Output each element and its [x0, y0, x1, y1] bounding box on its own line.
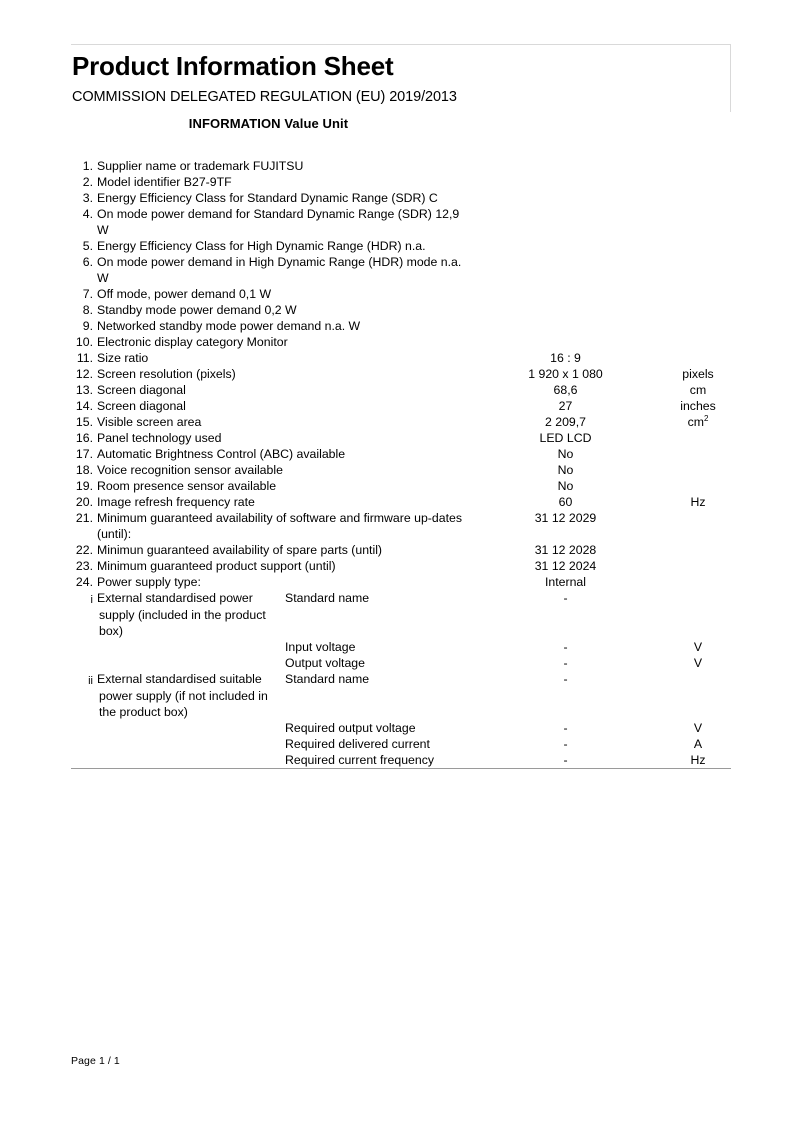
group-ii-sublabel: Standard name [285, 672, 370, 686]
row-unit [665, 254, 731, 286]
table-row [71, 206, 731, 238]
row-unit: cm [689, 383, 707, 397]
group-ii-empty-label-cell [71, 720, 285, 736]
power-supply-group-i-row [71, 655, 731, 671]
table-row [71, 286, 731, 302]
row-number: 12. [75, 367, 93, 381]
row-label: On mode power demand in High Dynamic Range (HDR) mode n.a. W [97, 255, 462, 285]
row-unit [665, 574, 731, 590]
row-label-cell [71, 542, 466, 558]
group-i-marker: i [90, 594, 93, 606]
group-ii-unit: A [693, 737, 703, 751]
row-value [466, 334, 665, 350]
table-row [71, 494, 731, 510]
group-i-unit: V [693, 640, 703, 654]
row-label: Minimum guaranteed product support (until) [97, 559, 336, 573]
row-label: Image refresh frequency rate [97, 495, 255, 509]
row-value: No [557, 463, 574, 477]
table-row [71, 478, 731, 494]
group-ii-value: - [563, 672, 568, 686]
row-label: Minimun guaranteed availability of spare parts (until) [97, 543, 383, 557]
table-row [71, 158, 731, 174]
row-label-cell [71, 510, 466, 542]
row-label-cell [71, 478, 466, 494]
group-i-value: - [563, 640, 568, 654]
row-unit [665, 190, 731, 206]
row-label: Automatic Brightness Control (ABC) available [97, 447, 346, 461]
row-label: Energy Efficiency Class for High Dynamic Range (HDR) n.a. [97, 239, 426, 253]
row-number: 4. [82, 207, 93, 221]
row-unit [665, 174, 731, 190]
row-number: 2. [82, 175, 93, 189]
row-value [466, 318, 665, 334]
group-ii-sublabel: Required current frequency [285, 752, 466, 769]
superscript-two: 2 [703, 413, 709, 423]
row-number: 22. [75, 543, 93, 557]
row-value [466, 174, 665, 190]
row-unit [665, 350, 731, 366]
table-row [71, 446, 731, 462]
row-label-cell [71, 350, 466, 366]
row-number: 6. [82, 255, 93, 269]
row-value: 68,6 [553, 383, 578, 397]
table-row [71, 174, 731, 190]
group-i-sublabel: Output voltage [285, 656, 365, 670]
row-label: Electronic display category Monitor [97, 335, 288, 349]
row-label: Screen diagonal [97, 383, 186, 397]
row-value: 1 920 x 1 080 [528, 367, 603, 381]
row-number: 16. [75, 431, 93, 445]
row-value [466, 254, 665, 286]
table-row [71, 462, 731, 478]
row-label: Off mode, power demand 0,1 W [97, 287, 272, 301]
row-label: On mode power demand for Standard Dynamic Range (SDR) 12,9 W [97, 207, 460, 237]
column-header-value [466, 116, 665, 132]
group-ii-value: - [563, 737, 568, 751]
row-value: 31 12 2029 [534, 511, 597, 525]
row-label-cell [71, 398, 466, 414]
table-header-row [71, 116, 731, 132]
table-row [71, 190, 731, 206]
row-label: Visible screen area [97, 415, 202, 429]
row-value: 31 12 2028 [534, 543, 597, 557]
row-label-cell [71, 558, 466, 574]
table-row [71, 382, 731, 398]
row-unit [665, 158, 731, 174]
row-label-cell [71, 286, 466, 302]
row-number: 21. [75, 511, 93, 525]
row-value: 2 209,7 [544, 415, 587, 429]
table-row [71, 510, 731, 542]
row-unit [665, 446, 731, 462]
row-label-cell [71, 302, 466, 318]
row-label-cell [71, 430, 466, 446]
row-number: 17. [75, 447, 93, 461]
spacer-unit-cell [665, 132, 731, 158]
row-unit [665, 302, 731, 318]
group-i-label: External standardised power supply (included in the product box) [97, 591, 266, 638]
row-number: 3. [82, 191, 93, 205]
row-label-cell [71, 414, 466, 430]
group-ii-sublabel: Required output voltage [285, 721, 416, 735]
row-value [466, 190, 665, 206]
page-title: Product Information Sheet [72, 51, 394, 81]
power-supply-group-ii-row [71, 671, 731, 720]
row-label-cell [71, 366, 466, 382]
row-unit [665, 558, 731, 574]
row-label-cell [71, 382, 466, 398]
group-i-value: - [563, 656, 568, 670]
row-number: 19. [75, 479, 93, 493]
group-i-sublabel: Standard name [285, 591, 370, 605]
table-row [71, 558, 731, 574]
row-label-cell [71, 494, 466, 510]
group-i-unit: V [693, 656, 703, 670]
group-ii-empty-label-cell [71, 752, 285, 769]
row-label: Panel technology used [97, 431, 222, 445]
row-unit [665, 206, 731, 238]
row-unit: pixels [682, 367, 714, 381]
row-number: 20. [75, 495, 93, 509]
row-number: 11. [76, 351, 93, 365]
row-number: 24. [75, 575, 93, 589]
group-i-value: - [563, 591, 568, 605]
row-label-cell [71, 318, 466, 334]
group-ii-value: - [563, 721, 568, 735]
table-row [71, 366, 731, 382]
row-label: Power supply type: [97, 575, 201, 589]
table-row [71, 302, 731, 318]
group-ii-unit: V [693, 721, 703, 735]
row-value: LED LCD [539, 431, 592, 445]
row-number: 13. [75, 383, 93, 397]
row-label: Supplier name or trademark FUJITSU [97, 159, 304, 173]
row-number: 9. [82, 319, 93, 333]
row-unit [665, 542, 731, 558]
group-i-sublabel: Input voltage [285, 640, 356, 654]
row-unit-area: $cm^2$ [687, 413, 709, 429]
table-row [71, 238, 731, 254]
row-number: 23. [75, 559, 93, 573]
row-value: No [557, 479, 574, 493]
row-label: Size ratio [97, 351, 149, 365]
group-ii-unit: Hz [665, 752, 731, 769]
row-number: 15. [75, 415, 93, 429]
row-unit [665, 478, 731, 494]
row-unit [665, 462, 731, 478]
row-label-cell [71, 190, 466, 206]
product-information-table [71, 116, 731, 769]
column-header-unit [665, 116, 731, 132]
row-label-cell [71, 574, 466, 590]
table-row [71, 398, 731, 414]
row-label-cell [71, 238, 466, 254]
group-ii-value: - [466, 752, 665, 769]
row-unit [665, 238, 731, 254]
row-label: Screen diagonal [97, 399, 186, 413]
row-unit [665, 430, 731, 446]
group-i-label-cell [71, 590, 285, 639]
row-value: Internal [544, 575, 587, 589]
row-number: 5. [82, 239, 93, 253]
row-label-cell [71, 158, 466, 174]
group-ii-label-cell [71, 671, 285, 720]
row-label: Minimum guaranteed availability of software and firmware up-dates (until): [97, 511, 462, 541]
row-number: 1. [82, 159, 93, 173]
row-unit: Hz [690, 495, 706, 509]
row-label: Screen resolution (pixels) [97, 367, 236, 381]
table-spacer-row [71, 132, 731, 158]
title-block [71, 44, 731, 112]
row-value [466, 302, 665, 318]
power-supply-group-i-row [71, 639, 731, 655]
row-number: 14. [75, 399, 93, 413]
table-row [71, 334, 731, 350]
row-number: 10. [75, 335, 93, 349]
row-label-cell [71, 334, 466, 350]
row-value [466, 206, 665, 238]
table-row [71, 350, 731, 366]
row-value [466, 158, 665, 174]
row-label-cell [71, 462, 466, 478]
row-unit [665, 286, 731, 302]
group-ii-sublabel: Required delivered current [285, 737, 430, 751]
group-i-empty-label-cell [71, 655, 285, 671]
row-label-cell [71, 446, 466, 462]
spacer-value-cell [466, 132, 665, 158]
row-number: 18. [75, 463, 93, 477]
power-supply-group-ii-row [71, 752, 731, 769]
table-row [71, 542, 731, 558]
power-supply-group-ii-row [71, 736, 731, 752]
row-value: 16 : 9 [550, 351, 581, 365]
table-row [71, 254, 731, 286]
row-label-cell [71, 254, 466, 286]
document-subtitle: COMMISSION DELEGATED REGULATION (EU) 2019/2013 [72, 89, 457, 105]
page-footer: Page 1 / 1 [71, 1055, 120, 1067]
row-unit [665, 334, 731, 350]
row-number: 8. [82, 303, 93, 317]
row-unit [665, 318, 731, 334]
row-value: 60 [558, 495, 573, 509]
row-value: 27 [558, 399, 573, 413]
row-value [466, 238, 665, 254]
spacer-info-cell [71, 132, 466, 158]
group-ii-empty-label-cell [71, 736, 285, 752]
row-unit: inches [680, 399, 716, 413]
table-row [71, 574, 731, 590]
power-supply-group-i-row [71, 590, 731, 639]
row-label: Voice recognition sensor available [97, 463, 283, 477]
table-row [71, 318, 731, 334]
row-value: 31 12 2024 [534, 559, 597, 573]
power-supply-group-ii-row [71, 720, 731, 736]
row-label: Networked standby mode power demand n.a. W [97, 319, 361, 333]
row-label: Room presence sensor available [97, 479, 277, 493]
row-label: Standby mode power demand 0,2 W [97, 303, 297, 317]
table-row [71, 430, 731, 446]
group-ii-marker: ii [88, 675, 93, 687]
row-label-cell [71, 174, 466, 190]
group-ii-unit [665, 671, 731, 720]
row-value [466, 286, 665, 302]
row-label: Energy Efficiency Class for Standard Dynamic Range (SDR) C [97, 191, 438, 205]
row-label-cell [71, 206, 466, 238]
group-ii-label: External standardised suitable power supply (if not included in the product box) [97, 672, 268, 719]
row-label: Model identifier B27-9TF [97, 175, 232, 189]
row-value: No [557, 447, 574, 461]
table-row [71, 414, 731, 430]
group-i-empty-label-cell [71, 639, 285, 655]
row-number: 7. [82, 287, 93, 301]
row-unit [665, 510, 731, 542]
column-header-information: INFORMATION Value Unit [188, 116, 349, 131]
group-i-unit [665, 590, 731, 639]
